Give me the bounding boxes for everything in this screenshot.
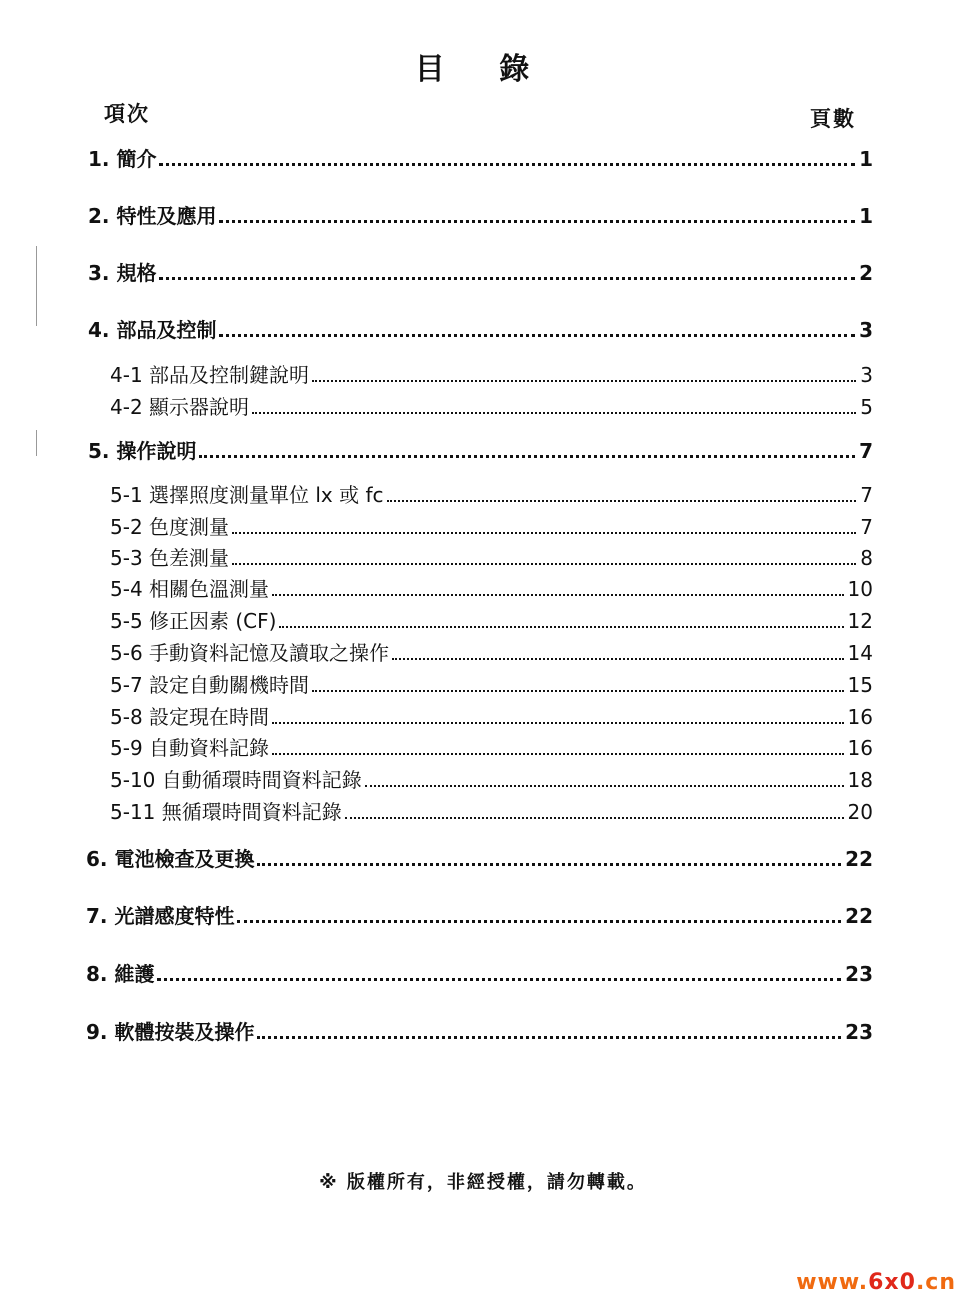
toc-entry-page: 23 [845,962,873,986]
toc-entry-label: 5. 操作說明 [88,439,197,463]
toc-entry[interactable] [86,903,873,929]
toc-entry-label: 5-11 無循環時間資料記錄 [110,800,342,824]
leader-dots [312,380,856,382]
leader-dots [252,412,856,414]
toc-entry[interactable] [88,438,873,464]
scan-margin-line [36,430,37,456]
toc-entry-page: 10 [847,577,873,601]
toc-entry-page: 7 [860,483,873,507]
toc-entry[interactable] [88,146,873,172]
toc-entry[interactable] [86,1019,873,1045]
copyright-notice: ※ 版權所有，非經授權，請勿轉載。 [319,1172,647,1193]
toc-subentry[interactable] [110,394,873,420]
toc-subentry[interactable] [110,640,873,666]
toc-entry-page: 3 [859,318,873,342]
toc-subentry[interactable] [110,362,873,388]
page-column-heading: 頁數 [810,107,856,131]
leader-dots [257,1036,841,1039]
toc-entry[interactable] [86,846,873,872]
toc-entry-label: 4. 部品及控制 [88,318,217,342]
toc-entry[interactable] [88,317,873,343]
site-watermark [796,1270,956,1295]
leader-dots [272,594,844,596]
toc-entry-label: 6. 電池檢查及更換 [86,847,255,871]
toc-entry-page: 22 [845,847,873,871]
toc-entry-page: 5 [860,395,873,419]
watermark-digits: 6x0 [868,1270,916,1295]
toc-entry-label: 7. 光譜感度特性 [86,904,235,928]
toc-subentry[interactable] [110,704,873,730]
toc-entry-page: 1 [859,147,873,171]
toc-subentry[interactable] [110,672,873,698]
leader-dots [219,334,855,337]
toc-entry-page: 14 [847,641,873,665]
toc-entry-page: 15 [847,673,873,697]
toc-subentry[interactable] [110,608,873,634]
toc-entry-page: 12 [847,609,873,633]
toc-subentry[interactable] [110,482,873,508]
leader-dots [199,455,855,458]
toc-entry-label: 9. 軟體按裝及操作 [86,1020,255,1044]
toc-entry-page: 7 [860,515,873,539]
toc-subentry[interactable] [110,799,873,825]
toc-entry-page: 18 [847,768,873,792]
toc-entry-page: 2 [859,261,873,285]
toc-entry[interactable] [88,260,873,286]
toc-subentry[interactable] [110,514,873,540]
leader-dots [232,563,856,565]
leader-dots [345,817,844,819]
toc-entry-page: 16 [847,705,873,729]
toc-entry-label: 5-5 修正因素 (CF) [110,609,277,633]
toc-entry-page: 23 [845,1020,873,1044]
leader-dots [272,722,844,724]
toc-entry-label: 5-8 設定現在時間 [110,705,270,729]
toc-subentry[interactable] [110,545,873,571]
toc-entry-label: 2. 特性及應用 [88,204,217,228]
toc-entry-page: 16 [847,736,873,760]
leader-dots [159,163,855,166]
scan-margin-line [36,246,37,326]
leader-dots [219,220,855,223]
toc-subentry[interactable] [110,576,873,602]
toc-entry-page: 3 [860,363,873,387]
toc-entry-label: 5-7 設定自動關機時間 [110,673,310,697]
toc-entry-page: 8 [860,546,873,570]
toc-entry-label: 5-3 色差測量 [110,546,230,570]
toc-entry-label: 8. 維護 [86,962,155,986]
leader-dots [387,500,857,502]
toc-entry-page: 7 [859,439,873,463]
toc-entry-page: 22 [845,904,873,928]
toc-subentry[interactable] [110,735,873,761]
toc-entry[interactable] [88,203,873,229]
toc-entry[interactable] [86,961,873,987]
item-column-heading: 項次 [104,102,150,126]
toc-entry-label: 4-2 顯示器說明 [110,395,250,419]
toc-entry-label: 1. 簡介 [88,147,157,171]
leader-dots [279,626,843,628]
leader-dots [157,978,841,981]
watermark-prefix: www. [796,1270,869,1295]
leader-dots [312,690,844,692]
watermark-suffix: .cn [915,1270,956,1295]
toc-entry-label: 5-2 色度測量 [110,515,230,539]
leader-dots [272,753,844,755]
toc-entry-label: 3. 規格 [88,261,157,285]
leader-dots [257,863,841,866]
toc-entry-label: 5-9 自動資料記錄 [110,736,270,760]
leader-dots [237,920,841,923]
toc-subentry[interactable] [110,767,873,793]
toc-entry-page: 20 [847,800,873,824]
toc-entry-label: 4-1 部品及控制鍵說明 [110,363,310,387]
leader-dots [232,532,856,534]
toc-entry-label: 5-6 手動資料記憶及讀取之操作 [110,641,390,665]
leader-dots [392,658,844,660]
toc-entry-page: 1 [859,204,873,228]
leader-dots [159,277,855,280]
toc-entry-label: 5-4 相關色溫測量 [110,577,270,601]
leader-dots [365,785,844,787]
toc-entry-label: 5-10 自動循環時間資料記錄 [110,768,362,792]
toc-entry-label: 5-1 選擇照度測量單位 lx 或 fc [110,483,384,507]
page-title: 目 錄 [414,52,552,87]
